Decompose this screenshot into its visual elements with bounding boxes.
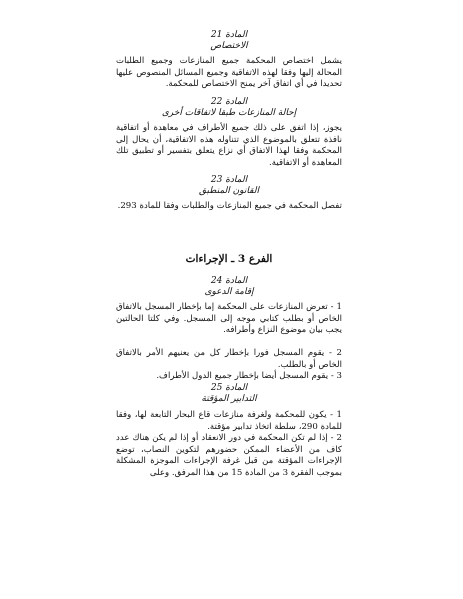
article-22-text: يجوز، إذا اتفق على ذلك جميع الأطراف في معاهدة أو اتفاقية نافذة تتعلق بالموضوع الذي تتناوله هذه الاتفاقية، أن يحال إلى المحكمة وفقا لهذا الاتفاق أي نزاع يتعلق بتفسير أو تطبيق تلك المعاهدة أو الاتفاقية. bbox=[116, 123, 342, 168]
article-23-number: المادة 23 bbox=[210, 175, 248, 185]
article-22-number: المادة 22 bbox=[210, 97, 248, 107]
article-23-text: تفصل المحكمة في جميع المنازعات والطلبات وفقا للمادة 293. bbox=[117, 201, 342, 211]
article-21-text: يشمل اختصاص المحكمة جميع المنازعات وجميع الطلبات المحالة إليها وفقا لهذه الاتفاقية وجميع المسائل المنصوص عليها تحديدا في أي اتفاق آخر يمنح الاختصاص للمحكمة. bbox=[116, 56, 342, 89]
article-21-number: المادة 21 bbox=[210, 30, 248, 40]
article-25-number: المادة 25 bbox=[210, 383, 248, 393]
article-21-title: الاختصاص bbox=[210, 41, 248, 51]
article-22-title: إحالة المنازعات طبقا لاتفاقات أخرى bbox=[161, 108, 297, 118]
article-25-paragraph-1: 1 - يكون للمحكمة ولغرفة منازعات قاع البحار التابعة لها، وفقا للمادة 290، سلطة اتخاذ تدابير مؤقتة. bbox=[116, 410, 342, 432]
article-25-paragraph-2: 2 - إذا لم تكن المحكمة في دور الانعقاد أو إذا لم يكن هناك عدد كاف من الأعضاء الممكن حضورهم لتكوين النصاب، توضع الإجراءات المؤقتة من قبل غرفة الإجراءات الموجزة المشكلة بموجب الفقرة 3 من المادة 15 من هذا المرفق. وعلى bbox=[116, 433, 342, 478]
article-25-title: التدابير المؤقتة bbox=[201, 394, 257, 404]
article-24-number: المادة 24 bbox=[210, 276, 248, 286]
article-24-paragraph-2: 2 - يقوم المسجل فورا بإخطار كل من يعنيهم الأمر بالاتفاق الخاص أو بالطلب. bbox=[116, 348, 342, 370]
article-24-paragraph-1: 1 - تعرض المنازعات على المحكمة إما بإخطار المسجل بالاتفاق الخاص أو بطلب كتابي موجه إلى المسجل. وفي كلتا الحالتين يجب بيان موضوع النزاع وأطرافه. bbox=[116, 302, 342, 335]
article-23-title: القانون المنطبق bbox=[199, 186, 259, 196]
article-24-title: إقامة الدعوى bbox=[204, 287, 254, 297]
section-3-heading: الفرع 3 ـ الإجراءات bbox=[185, 253, 273, 265]
article-24-paragraph-3: 3 - يقوم المسجل أيضا بإخطار جميع الدول الأطراف. bbox=[156, 371, 342, 381]
